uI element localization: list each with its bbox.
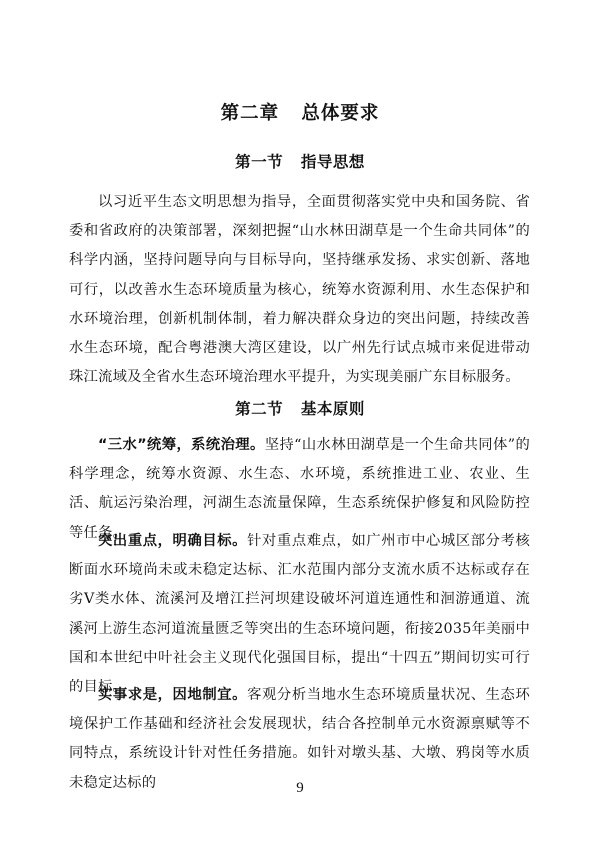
paragraph-text: 客观分析当地水生态环境质量状况、生态环境保护工作基础和经济社会发展现状，结合各控制单元水资源禀赋等不同特点，系统设计针对性任务措施。如针对墩头基、大墩、鸦岗等水质未稳定达标的	[69, 687, 531, 791]
paragraph-lead: 突出重点，明确目标。	[98, 533, 248, 549]
section-title-guiding-ideology: 第一节 指导思想	[235, 153, 365, 171]
paragraph-text: 以习近平生态文明思想为指导，全面贯彻落实党中央和国务院、省委和省政府的决策部署，深刻把握“山水林田湖草是一个生命共同体”的科学内涵，坚持问题导向与目标导向，坚持继承发扬、求实创新、落地可行，以改善水生态环境质量为核心，统筹水资源利用、水生态保护和水环境治理，创新机制体制，着力解决群众身边的突出问题，持续改善水生态环境，配合粤港澳大湾区建设，以广州先行试点城市来促进带动珠江流域及全省水生态环境治理水平提升，为实现美丽广东目标服务。	[69, 194, 530, 386]
paragraph-principle-key-targets	[69, 527, 530, 702]
section-title-basic-principles: 第二节 基本原则	[235, 400, 365, 418]
paragraph-lead: “三水”统筹，系统治理。	[98, 437, 265, 453]
page-number: 9	[296, 780, 304, 796]
paragraph-text: 坚持“山水林田湖草是一个生命共同体”的科学理念，统筹水资源、水生态、水环境，系统推进工业、农业、生活、航运污染治理，河湖生态流量保障，生态系统保护修复和风险防控等任务。	[69, 437, 530, 541]
paragraph-text: 针对重点难点，如广州市中心城区部分考核断面水环境尚未或未稳定达标、汇水范围内部分支流水质不达标或存在劣Ⅴ类水体、流溪河及增江拦河坝建设破坏河道连通性和洄游通道、流溪河上游生态河道流量匮乏等突出的生态环境问题，衔接2035年美丽中国和本世纪中叶社会主义现代化强国目标，提出“十四五”期间切实可行的目标。	[69, 533, 531, 696]
chapter-title: 第二章 总体要求	[220, 103, 380, 124]
paragraph-lead: 实事求是，因地制宜。	[98, 687, 248, 703]
paragraph-guiding-ideology	[69, 188, 530, 392]
